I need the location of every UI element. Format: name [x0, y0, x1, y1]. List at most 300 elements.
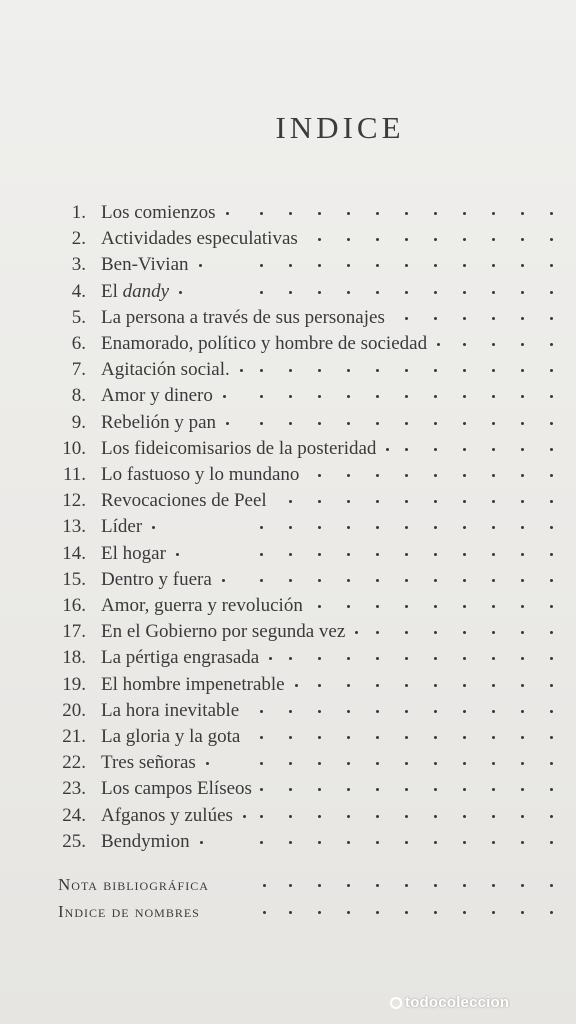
leader-dot	[405, 212, 408, 215]
entry-number: 23.	[62, 778, 86, 800]
leader-dot	[463, 579, 466, 582]
leader-dot	[521, 631, 524, 634]
leader-dot	[434, 500, 437, 503]
leader-dot	[318, 291, 321, 294]
leader-dot	[405, 291, 408, 294]
leader-dot	[347, 291, 350, 294]
leader-dot	[550, 553, 553, 556]
entry-title-text: Los campos Elíseos	[101, 778, 252, 800]
leader-dot	[405, 474, 408, 477]
leader-dot	[289, 553, 292, 556]
leader-dot	[405, 369, 408, 372]
leader-dot	[347, 238, 350, 241]
toc-entry	[0, 698, 576, 724]
leader-dot	[223, 395, 226, 398]
leader-dot	[347, 422, 350, 425]
entry-number: 20.	[62, 699, 86, 721]
leader-dot	[376, 422, 379, 425]
leader-dot	[295, 684, 298, 687]
leader-dot	[318, 264, 321, 267]
leader-dot	[347, 911, 350, 914]
toc-entry	[0, 541, 576, 567]
leader-dot	[550, 605, 553, 608]
leader-dot	[347, 884, 350, 887]
leader-dots	[0, 462, 576, 488]
leader-dot	[347, 395, 350, 398]
leader-dot	[550, 657, 553, 660]
leader-dot	[434, 474, 437, 477]
leader-dot	[199, 264, 202, 267]
leader-dot	[463, 911, 466, 914]
leader-dot	[434, 684, 437, 687]
leader-dot	[492, 343, 495, 346]
entry-title-text: Enamorado, político y hombre de sociedad	[101, 333, 428, 354]
leader-dot	[318, 395, 321, 398]
leader-dots	[0, 383, 576, 409]
toc-entry	[0, 305, 576, 331]
entry-title-text: Rebelión y pan	[101, 411, 217, 433]
leader-dot	[318, 553, 321, 556]
entry-title-text: El hogar	[101, 542, 166, 564]
entry-title-text: Dentro y fuera	[101, 568, 212, 590]
leader-dot	[434, 422, 437, 425]
entry-title-text: Revocaciones de Peel	[101, 490, 267, 512]
leader-dot	[437, 343, 440, 346]
leader-dot	[550, 788, 553, 791]
entry-title-text: El hombre impenetrable	[101, 673, 285, 695]
leader-dot	[492, 474, 495, 477]
leader-dot	[376, 815, 379, 818]
leader-dot	[347, 788, 350, 791]
leader-dots	[0, 567, 576, 593]
back-matter-title: Nota bibliográfica	[58, 875, 209, 894]
leader-dot	[434, 657, 437, 660]
leader-dot	[405, 710, 408, 713]
toc-entry	[0, 383, 576, 409]
leader-dot	[492, 264, 495, 267]
leader-dot	[463, 369, 466, 372]
leader-dot	[434, 911, 437, 914]
leader-dot	[463, 264, 466, 267]
leader-dot	[376, 762, 379, 765]
leader-dot	[318, 684, 321, 687]
leader-dot	[550, 343, 553, 346]
leader-dot	[492, 553, 495, 556]
entry-title-text: La pértiga engrasada	[101, 647, 260, 669]
leader-dot	[260, 710, 263, 713]
leader-dots	[0, 436, 576, 462]
leader-dot	[434, 212, 437, 215]
leader-dots	[0, 724, 576, 750]
leader-dot	[521, 736, 524, 739]
leader-dot	[347, 736, 350, 739]
leader-dots	[0, 776, 576, 802]
entry-number: 14.	[62, 542, 86, 564]
entry-number: 17.	[62, 621, 86, 643]
entry-number: 18.	[62, 647, 86, 669]
leader-dots	[0, 514, 576, 540]
entry-number: 25.	[62, 830, 86, 852]
entry-number: 6.	[71, 333, 86, 354]
leader-dot	[376, 710, 379, 713]
leader-dot	[521, 657, 524, 660]
toc-entry	[0, 593, 576, 619]
entry-number: 16.	[62, 595, 86, 616]
leader-dot	[269, 657, 272, 660]
toc-entry	[0, 803, 576, 829]
leader-dot	[376, 291, 379, 294]
leader-dot	[550, 212, 553, 215]
leader-dot	[521, 788, 524, 791]
leader-dot	[347, 605, 350, 608]
leader-dot	[318, 736, 321, 739]
leader-dot	[550, 684, 553, 687]
leader-dot	[434, 579, 437, 582]
leader-dot	[405, 684, 408, 687]
toc-entry	[0, 750, 576, 776]
toc-entry	[0, 672, 576, 698]
leader-dot	[347, 212, 350, 215]
leader-dot	[492, 448, 495, 451]
leader-dot	[521, 579, 524, 582]
logo-icon	[390, 997, 402, 1009]
leader-dot	[550, 500, 553, 503]
leader-dot	[463, 684, 466, 687]
leader-dot	[434, 762, 437, 765]
leader-dot	[492, 710, 495, 713]
leader-dot	[521, 422, 524, 425]
leader-dot	[318, 579, 321, 582]
leader-dot	[263, 911, 266, 914]
entry-number: 4.	[71, 280, 86, 302]
leader-dot	[521, 212, 524, 215]
leader-dot	[521, 911, 524, 914]
leader-dot	[289, 526, 292, 529]
leader-dot	[463, 605, 466, 608]
entry-number: 9.	[71, 411, 86, 433]
leader-dot	[405, 762, 408, 765]
leader-dot	[550, 815, 553, 818]
entry-title-text: Tres señoras	[101, 752, 196, 774]
leader-dots	[0, 803, 576, 829]
leader-dot	[550, 911, 553, 914]
leader-dot	[347, 710, 350, 713]
leader-dot	[318, 657, 321, 660]
entry-number: 8.	[71, 385, 86, 407]
leader-dot	[521, 500, 524, 503]
toc-entry	[0, 829, 576, 855]
entry-title-text: Líder	[101, 516, 143, 538]
leader-dot	[463, 422, 466, 425]
entry-title-text: Agitación social.	[101, 359, 230, 381]
leader-dot	[318, 815, 321, 818]
leader-dot	[521, 605, 524, 608]
leader-dot	[463, 710, 466, 713]
leader-dot	[492, 736, 495, 739]
leader-dot	[318, 762, 321, 765]
leader-dot	[243, 815, 246, 818]
leader-dot	[434, 526, 437, 529]
leader-dot	[260, 264, 263, 267]
leader-dot	[405, 238, 408, 241]
leader-dot	[521, 369, 524, 372]
leader-dots	[0, 541, 576, 567]
leader-dot	[492, 500, 495, 503]
entry-title-text: Actividades especulativas	[101, 228, 298, 250]
entry-title-text: La gloria y la gota	[101, 726, 241, 747]
leader-dots	[0, 252, 576, 278]
leader-dots	[0, 305, 576, 331]
leader-dot	[434, 395, 437, 398]
leader-dot	[405, 788, 408, 791]
leader-dot	[463, 317, 466, 320]
leader-dot	[434, 710, 437, 713]
leader-dot	[521, 526, 524, 529]
leader-dot	[260, 422, 263, 425]
leader-dot	[434, 369, 437, 372]
leader-dot	[347, 474, 350, 477]
leader-dot	[463, 815, 466, 818]
entry-title-text: Lo fastuoso y lo mundano	[101, 464, 300, 485]
leader-dot	[318, 911, 321, 914]
leader-dot	[434, 264, 437, 267]
leader-dot	[463, 474, 466, 477]
leader-dot	[405, 605, 408, 608]
leader-dot	[289, 422, 292, 425]
toc-entry	[0, 645, 576, 671]
leader-dots	[0, 672, 576, 698]
entry-title-text: Amor y dinero	[101, 385, 213, 407]
leader-dots	[0, 488, 576, 514]
entry-title-text: Afganos y zulúes	[101, 804, 233, 826]
leader-dot	[260, 526, 263, 529]
leader-dot	[289, 762, 292, 765]
leader-dot	[405, 526, 408, 529]
leader-dot	[405, 448, 408, 451]
leader-dot	[260, 762, 263, 765]
leader-dot	[434, 605, 437, 608]
leader-dot	[521, 684, 524, 687]
leader-dot	[463, 526, 466, 529]
leader-dot	[434, 884, 437, 887]
leader-dot	[347, 500, 350, 503]
leader-dot	[376, 841, 379, 844]
leader-dot	[463, 788, 466, 791]
leader-dot	[463, 395, 466, 398]
leader-dot	[492, 291, 495, 294]
leader-dot	[318, 212, 321, 215]
toc-entry	[0, 776, 576, 802]
leader-dot	[521, 710, 524, 713]
leader-dot	[289, 736, 292, 739]
leader-dot	[492, 395, 495, 398]
leader-dot	[463, 841, 466, 844]
entry-title-text: Los fideicomisarios de la posteridad	[101, 437, 377, 459]
leader-dot	[463, 631, 466, 634]
leader-dot	[463, 343, 466, 346]
leader-dot	[289, 579, 292, 582]
leader-dot	[434, 815, 437, 818]
leader-dot	[521, 884, 524, 887]
leader-dot	[405, 657, 408, 660]
leader-dot	[463, 238, 466, 241]
entry-title-text: Bendymion	[101, 830, 190, 852]
leader-dots	[0, 226, 576, 252]
leader-dots	[0, 410, 576, 436]
toc-entry	[0, 357, 576, 383]
leader-dot	[405, 395, 408, 398]
leader-dot	[347, 264, 350, 267]
leader-dot	[289, 291, 292, 294]
leader-dots	[0, 331, 576, 357]
back-matter-entry	[0, 899, 576, 925]
leader-dot	[405, 553, 408, 556]
leader-dot	[492, 212, 495, 215]
entry-number: 2.	[71, 228, 86, 250]
leader-dot	[434, 553, 437, 556]
leader-dot	[550, 762, 553, 765]
leader-dot	[405, 841, 408, 844]
leader-dot	[550, 579, 553, 582]
leader-dot	[347, 579, 350, 582]
leader-dot	[550, 884, 553, 887]
leader-dot	[434, 448, 437, 451]
leader-dot	[318, 474, 321, 477]
leader-dot	[347, 684, 350, 687]
toc-entry	[0, 724, 576, 750]
leader-dot	[318, 500, 321, 503]
leader-dot	[434, 841, 437, 844]
leader-dot	[521, 291, 524, 294]
watermark	[390, 994, 509, 1011]
leader-dot	[405, 736, 408, 739]
leader-dot	[226, 422, 229, 425]
leader-dot	[405, 317, 408, 320]
leader-dots	[0, 279, 576, 305]
leader-dot	[521, 395, 524, 398]
leader-dot	[152, 526, 155, 529]
leader-dot	[376, 631, 379, 634]
leader-dot	[405, 500, 408, 503]
leader-dot	[206, 762, 209, 765]
leader-dot	[492, 657, 495, 660]
leader-dot	[318, 238, 321, 241]
leader-dot	[492, 605, 495, 608]
leader-dot	[289, 395, 292, 398]
leader-dot	[405, 579, 408, 582]
leader-dot	[200, 841, 203, 844]
leader-dot	[492, 762, 495, 765]
leader-dot	[376, 264, 379, 267]
leader-dot	[355, 631, 358, 634]
leader-dot	[492, 631, 495, 634]
entry-number: 7.	[71, 359, 86, 381]
leader-dot	[347, 841, 350, 844]
leader-dot	[222, 579, 225, 582]
toc-entry	[0, 567, 576, 593]
leader-dot	[347, 815, 350, 818]
entry-number: 1.	[71, 202, 86, 223]
leader-dot	[492, 238, 495, 241]
leader-dot	[376, 212, 379, 215]
leader-dot	[289, 710, 292, 713]
toc-entry	[0, 331, 576, 357]
leader-dot	[463, 500, 466, 503]
leader-dot	[347, 657, 350, 660]
leader-dot	[550, 474, 553, 477]
leader-dots	[0, 750, 576, 776]
leader-dot	[260, 395, 263, 398]
leader-dot	[492, 422, 495, 425]
leader-dots	[0, 200, 576, 226]
toc-entry	[0, 410, 576, 436]
leader-dot	[550, 264, 553, 267]
leader-dots	[0, 645, 576, 671]
leader-dot	[521, 553, 524, 556]
leader-dot	[289, 369, 292, 372]
leader-dot	[260, 553, 263, 556]
leader-dot	[260, 788, 263, 791]
leader-dot	[260, 212, 263, 215]
leader-dots	[0, 619, 576, 645]
leader-dot	[405, 911, 408, 914]
back-matter-title: Indice de nombres	[58, 902, 200, 921]
leader-dots	[0, 593, 576, 619]
entry-number: 3.	[71, 254, 86, 276]
leader-dot	[463, 212, 466, 215]
leader-dot	[289, 884, 292, 887]
leader-dot	[405, 264, 408, 267]
leader-dot	[260, 736, 263, 739]
entry-title-text: Amor, guerra y revolución	[101, 595, 303, 616]
leader-dot	[405, 631, 408, 634]
leader-dot	[347, 553, 350, 556]
entry-number: 13.	[62, 516, 86, 538]
leader-dot	[376, 579, 379, 582]
leader-dot	[318, 605, 321, 608]
leader-dot	[226, 212, 229, 215]
toc-entry	[0, 200, 576, 226]
leader-dot	[240, 369, 243, 372]
leader-dot	[434, 291, 437, 294]
leader-dot	[263, 884, 266, 887]
leader-dot	[405, 884, 408, 887]
leader-dot	[492, 911, 495, 914]
leader-dot	[318, 841, 321, 844]
leader-dot	[289, 212, 292, 215]
leader-dot	[434, 317, 437, 320]
leader-dot	[550, 710, 553, 713]
leader-dot	[376, 884, 379, 887]
toc-entry	[0, 436, 576, 462]
entry-number: 11.	[62, 464, 86, 485]
leader-dot	[318, 369, 321, 372]
leader-dot	[376, 657, 379, 660]
leader-dot	[492, 841, 495, 844]
entry-title-text: La hora inevitable	[101, 699, 240, 721]
leader-dot	[376, 474, 379, 477]
watermark-text: todocoleccion	[405, 994, 510, 1011]
leader-dot	[289, 657, 292, 660]
leader-dot	[492, 815, 495, 818]
leader-dots	[0, 698, 576, 724]
entry-title-text: La persona a través de sus personajes	[101, 306, 385, 328]
leader-dot	[521, 762, 524, 765]
leader-dot	[260, 291, 263, 294]
toc-entry	[0, 252, 576, 278]
leader-dot	[463, 448, 466, 451]
leader-dot	[405, 422, 408, 425]
